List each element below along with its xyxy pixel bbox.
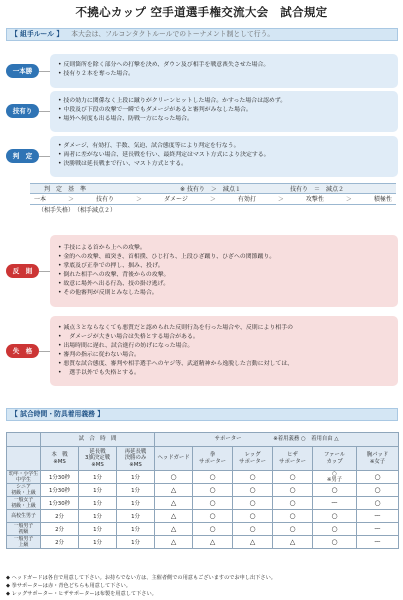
time-cell: 1分30秒 (41, 471, 79, 484)
gear-cell: △ (155, 510, 193, 523)
gear-col-header: 胸パッド ※女子 (357, 447, 399, 471)
rule-item: • 技の効力に関係なく上段に蹴りがクリーンヒットした場合。かすった場合は認めず。 (58, 97, 392, 106)
rules-heading-note: 本大会は、フルコンタクトルールでのトーナメント制として行う。 (71, 30, 275, 38)
rule-box (50, 316, 398, 386)
gear-cell: ○ (273, 497, 313, 510)
chain-separator: ＞ (345, 196, 352, 203)
criteria-note-1: ※ 技有り ＞ 減点１ (180, 186, 241, 193)
criteria-label: 判 定 基 準 (44, 186, 87, 193)
connector-line (39, 111, 50, 112)
time-cell: 1分 (79, 484, 117, 497)
rule-item: • 決勝戦は延長戦まで行い、マスト方式とする。 (58, 160, 392, 169)
match-time-table (6, 432, 398, 549)
time-cell: 1分 (117, 536, 155, 549)
time-cell: 1分 (79, 510, 117, 523)
time-header: 試 合 時 間 (41, 433, 155, 447)
chain-item: 有効打 (237, 196, 256, 203)
connector-line (39, 71, 50, 72)
gear-cell: ○ (273, 523, 313, 536)
gear-cell: ○ (233, 523, 273, 536)
supporter-header (155, 433, 399, 447)
rule-row-hansoku (6, 235, 398, 307)
time-cell: 1分 (117, 523, 155, 536)
rule-item: • 両者に差がない場合、延長戦を行い、最終判定はマスト方式により決定する。 (58, 151, 392, 160)
connector-line (39, 156, 50, 157)
time-cell: 1分 (79, 523, 117, 536)
rule-box (50, 136, 398, 177)
gear-col-header: ヘッドガード (155, 447, 193, 471)
gear-cell: △ (155, 484, 193, 497)
page-title: 不撓心カップ 空手道選手権交流大会 試合規定 (75, 5, 328, 19)
rules-heading-label: 【 組手ルール 】 (11, 30, 64, 38)
rule-item: • 選手以外でも失格とする。 (58, 369, 392, 378)
chain-item: 技有り (96, 196, 115, 203)
time-cell: 2分 (41, 510, 79, 523)
supporter-header-label: サポーター (214, 436, 242, 443)
gear-cell: △ (155, 536, 193, 549)
footnote: ◆ 拳サポーターは赤・青色どちらも用意して下さい。 (6, 583, 131, 589)
gear-cell: ○ (193, 510, 233, 523)
connector-line (39, 351, 50, 352)
category-header (7, 447, 41, 471)
gear-cell: ー (313, 497, 357, 510)
gear-cell: △ (155, 497, 193, 510)
gear-cell: ○ (193, 484, 233, 497)
criteria-header (30, 183, 396, 194)
rule-item: • 中段及び下段の攻撃で一瞬でもダメージがあると審判がみなした場合。 (58, 106, 392, 115)
rule-box (50, 54, 398, 88)
gear-cell: ○ (273, 510, 313, 523)
category-cell: 一般女子 初級・上級 (7, 497, 41, 510)
rules-section-heading (6, 28, 398, 41)
gear-cell: △ (233, 536, 273, 549)
time-cell: 1分 (117, 510, 155, 523)
criteria-chain (30, 194, 396, 205)
rule-item: • その他審判が反則とみなした場合。 (58, 289, 392, 298)
table-row (7, 471, 399, 484)
rule-label: 反 則 (6, 264, 39, 278)
time-col-header: 本 戦 ※MS (41, 447, 79, 471)
time-cell: 1分 (79, 497, 117, 510)
gear-cell: ○ (193, 497, 233, 510)
gear-cell: ○ (313, 536, 357, 549)
chain-item: ダメージ (164, 196, 188, 203)
gear-cell: ○ (357, 484, 399, 497)
category-cell: 高校生男子 (7, 510, 41, 523)
rule-item: • 故意に場外へ出る行為、技の掛け逃げ。 (58, 280, 392, 289)
rule-label: 判 定 (6, 149, 39, 163)
table-heading-label: 【 試合時間・防具着用義務 】 (11, 410, 105, 418)
rule-item: • 掌底及び正拳での押し、掴み、投げ。 (58, 262, 392, 271)
rule-row-hantei (6, 136, 398, 177)
gear-cell: ○ (233, 471, 273, 484)
rule-item: • 悪質な試合態度、審判や相手選手へのヤジ等、武道精神から逸脱した言動に対しては、 (58, 360, 392, 369)
rule-box (50, 91, 398, 132)
category-cell: 一般男子 初級 (7, 523, 41, 536)
gear-cell: △ (273, 536, 313, 549)
footnote: ◆ レッグサポーター・ヒザサポーターは布製を用意して下さい。 (6, 591, 157, 597)
table-row (7, 523, 399, 536)
gear-cell: ○ (233, 484, 273, 497)
rule-item: • 手技による首から上への攻撃。 (58, 244, 392, 253)
chain-item: 攻撃性 (305, 196, 324, 203)
time-cell: 1分 (79, 471, 117, 484)
category-cell: シニア 初級・上級 (7, 484, 41, 497)
gear-cell: ○ (193, 471, 233, 484)
category-cell: 幼年・小学生 中学生 (7, 471, 41, 484)
gear-cell: △ (193, 536, 233, 549)
rule-item: • 倒れた相手への攻撃、背後からの攻撃。 (58, 271, 392, 280)
gear-cell: ○ ※男子 (313, 471, 357, 484)
chain-item: 積極性 (373, 196, 392, 203)
rule-box (50, 235, 398, 307)
gear-cell: ○ (313, 510, 357, 523)
criteria-chain-sub: （相手失格） （相手減点２） (38, 207, 117, 214)
table-row (7, 497, 399, 510)
rule-row-waza-ari (6, 91, 398, 132)
gear-col-header: ファール カップ (313, 447, 357, 471)
footnote: ◆ ヘッドガードは各自で用意して下さい。お持ちでない方は、主催者側での用意もございますのでお申し出下さい。 (6, 575, 276, 581)
gear-cell: ○ (313, 484, 357, 497)
criteria-note-2: 技有り ＝ 減点２ (290, 186, 345, 193)
time-cell: 1分 (117, 497, 155, 510)
gear-cell: ○ (233, 510, 273, 523)
rule-label: 技有り (6, 104, 39, 118)
rule-item: • 場外へ何度も出る場合、防戦一方になった場合。 (58, 115, 392, 124)
connector-line (39, 271, 50, 272)
rule-item: • 審判の指示に従わない場合。 (58, 351, 392, 360)
gear-cell: ○ (357, 497, 399, 510)
table-row (7, 484, 399, 497)
time-cell: 1分30秒 (41, 484, 79, 497)
supporter-legend: ※着用義務 ○ 着用自由 △ (273, 436, 339, 443)
table-row (7, 510, 399, 523)
time-cell: 1分 (79, 536, 117, 549)
rule-label: 一本勝 (6, 64, 39, 78)
gear-cell: ○ (273, 484, 313, 497)
category-cell: 一般男子 上級 (7, 536, 41, 549)
time-cell: 1分 (117, 484, 155, 497)
gear-cell: ○ (357, 471, 399, 484)
time-cell: 2分 (41, 536, 79, 549)
gear-col-header: ヒザ サポーター (273, 447, 313, 471)
rule-item: • 技有り２本を奪った場合。 (58, 70, 392, 79)
gear-cell: ー (357, 510, 399, 523)
chain-separator: ＞ (209, 196, 216, 203)
rule-row-ippon (6, 54, 398, 88)
rule-label: 失 格 (6, 344, 39, 358)
gear-cell: ○ (273, 471, 313, 484)
rule-item: • 反則箇所を除く部分への打撃を決め、ダウン及び相手を戦意喪失させた場合。 (58, 61, 392, 70)
time-cell: 1分30秒 (41, 497, 79, 510)
chain-item: 一本 (34, 196, 47, 203)
time-col-header: 再延長戦 決勝のみ ※MS (117, 447, 155, 471)
table-row (7, 536, 399, 549)
rule-row-shikkaku (6, 316, 398, 386)
gear-cell: ー (357, 523, 399, 536)
chain-separator: ＞ (136, 196, 143, 203)
chain-separator: ＞ (277, 196, 284, 203)
chain-separator: ＞ (68, 196, 75, 203)
time-col-header: 延長戦 3旗決定戦 ※MS (79, 447, 117, 471)
gear-cell: ○ (193, 523, 233, 536)
gear-cell: ○ (313, 523, 357, 536)
gear-cell: △ (155, 523, 193, 536)
rule-item: • ダメージが大きい場合は失格とする場合がある。 (58, 333, 392, 342)
time-cell: 2分 (41, 523, 79, 536)
table-section-heading (6, 408, 398, 421)
rule-item: • 金的への攻撃、頭突き、首相撲、ひじ打ち、上段ひざ蹴り、ひざへの関節蹴り。 (58, 253, 392, 262)
time-cell: 1分 (117, 471, 155, 484)
gear-cell: ー (357, 536, 399, 549)
gear-cell: ○ (155, 471, 193, 484)
gear-cell: ○ (233, 497, 273, 510)
rule-item: • ダメージ、有効打、手数、気迫、試合態度等により判定を行なう。 (58, 142, 392, 151)
gear-col-header: レッグ サポーター (233, 447, 273, 471)
corner-cell (7, 433, 41, 447)
judging-criteria (30, 183, 396, 216)
gear-col-header: 拳 サポーター (193, 447, 233, 471)
rule-item: • 減点３とならなくても悪質だと認められた反則行為を行った場合や、反則により相手の (58, 324, 392, 333)
rule-item: • 出場時間に遅れ、試合進行の妨げになった場合。 (58, 342, 392, 351)
footnotes (6, 574, 398, 598)
